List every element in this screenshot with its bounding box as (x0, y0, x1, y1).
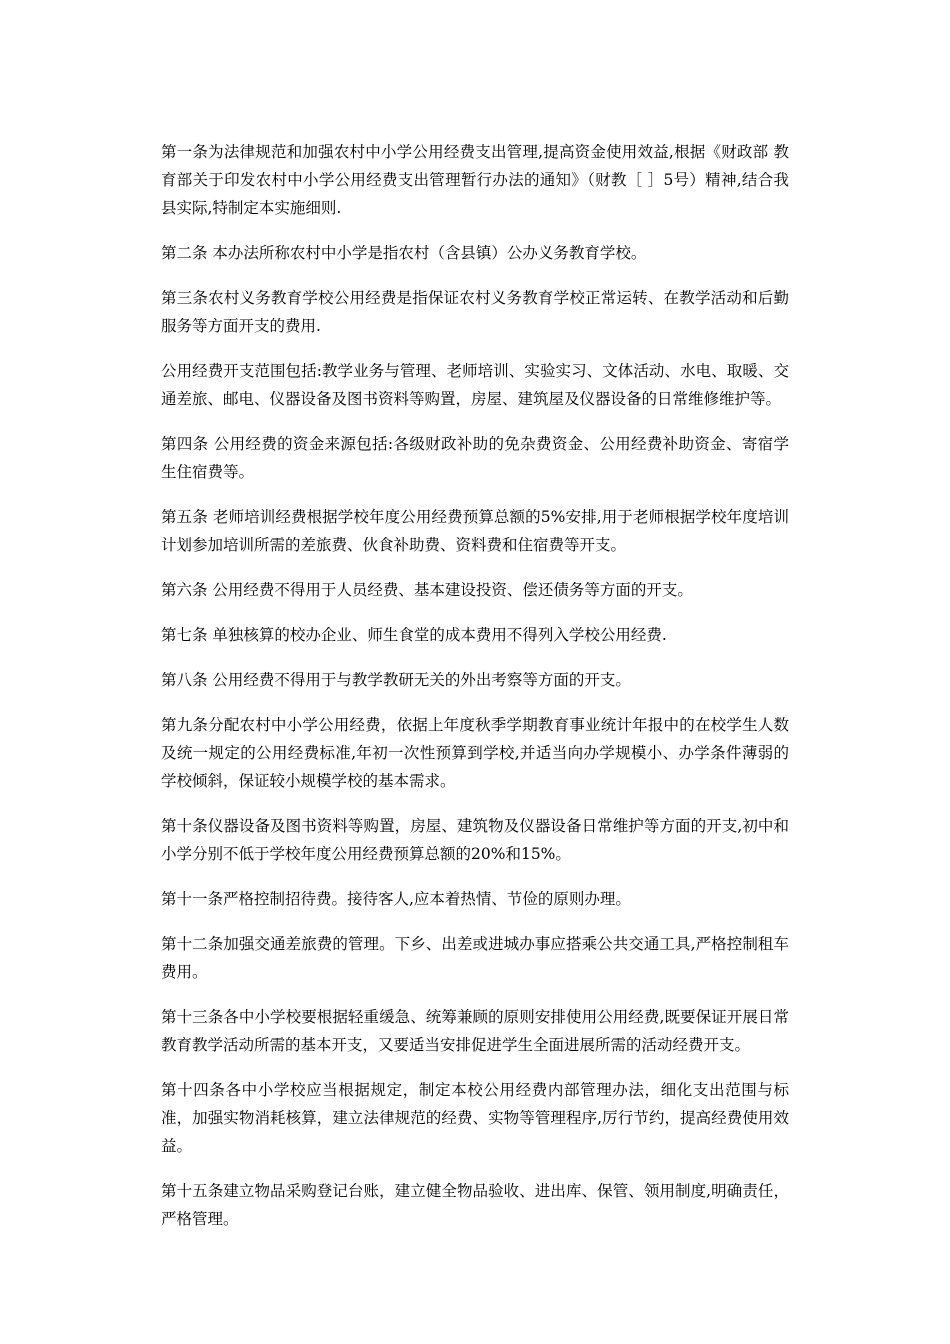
article-5: 第五条 老师培训经费根据学校年度公用经费预算总额的5%安排,用于老师根据学校年度培训计划参加培训所需的差旅费、伙食补助费、资料费和住宿费等开支。 (161, 508, 789, 554)
article-4: 第四条 公用经费的资金来源包括:各级财政补助的免杂费资金、公用经费补助资金、寄宿学生住宿费等。 (161, 435, 789, 481)
article-14: 第十四条各中小学校应当根据规定，制定本校公用经费内部管理办法，细化支出范围与标准，加强实物消耗核算，建立法律规范的经费、实物等管理程序,厉行节约，提高经费使用效益。 (161, 1081, 789, 1155)
article-9: 第九条分配农村中小学公用经费，依据上年度秋季学期教育事业统计年报中的在校学生人数及统一规定的公用经费标准,年初一次性预算到学校,并适当向办学规模小、办学条件薄弱的学校倾斜，保证较小规模学校的基本需求。 (161, 716, 789, 790)
article-6: 第六条 公用经费不得用于人员经费、基本建设投资、偿还债务等方面的开支。 (161, 581, 693, 599)
article-7: 第七条 单独核算的校办企业、师生食堂的成本费用不得列入学校公用经费. (161, 626, 667, 644)
article-10: 第十条仪器设备及图书资料等购置，房屋、建筑物及仪器设备日常维护等方面的开支,初中和小学分别不低于学校年度公用经费预算总额的20%和15%。 (161, 817, 789, 863)
article-1: 第一条为法律规范和加强农村中小学公用经费支出管理,提高资金使用效益,根据《财政部 教育部关于印发农村中小学公用经费支出管理暂行办法的通知》（财教［ ］5号）精神,结合我县实际,特制定本实施细则. (161, 143, 789, 217)
article-11: 第十一条严格控制招待费。接待客人,应本着热情、节俭的原则办理。 (161, 890, 631, 908)
article-13: 第十三条各中小学校要根据轻重缓急、统筹兼顾的原则安排使用公用经费,既要保证开展日常教育教学活动所需的基本开支，又要适当安排促进学生全面进展所需的活动经费开支。 (161, 1008, 789, 1054)
article-15: 第十五条建立物品采购登记台账，建立健全物品验收、进出库、保管、领用制度,明确责任，严格管理。 (161, 1182, 789, 1228)
expense-scope-paragraph: 公用经费开支范围包括:教学业务与管理、老师培训、实验实习、文体活动、水电、取暖、交通差旅、邮电、仪器设备及图书资料等购置，房屋、建筑屋及仪器设备的日常维修维护等。 (161, 362, 789, 408)
article-3: 第三条农村义务教育学校公用经费是指保证农村义务教育学校正常运转、在教学活动和后勤服务等方面开支的费用. (161, 289, 789, 335)
article-12: 第十二条加强交通差旅费的管理。下乡、出差或进城办事应搭乘公共交通工具,严格控制租车费用。 (161, 935, 789, 981)
document-body (161, 138, 789, 1250)
article-2: 第二条 本办法所称农村中小学是指农村（含县镇）公办义务教育学校。 (161, 244, 647, 262)
article-8: 第八条 公用经费不得用于与教学教研无关的外出考察等方面的开支。 (161, 671, 631, 689)
